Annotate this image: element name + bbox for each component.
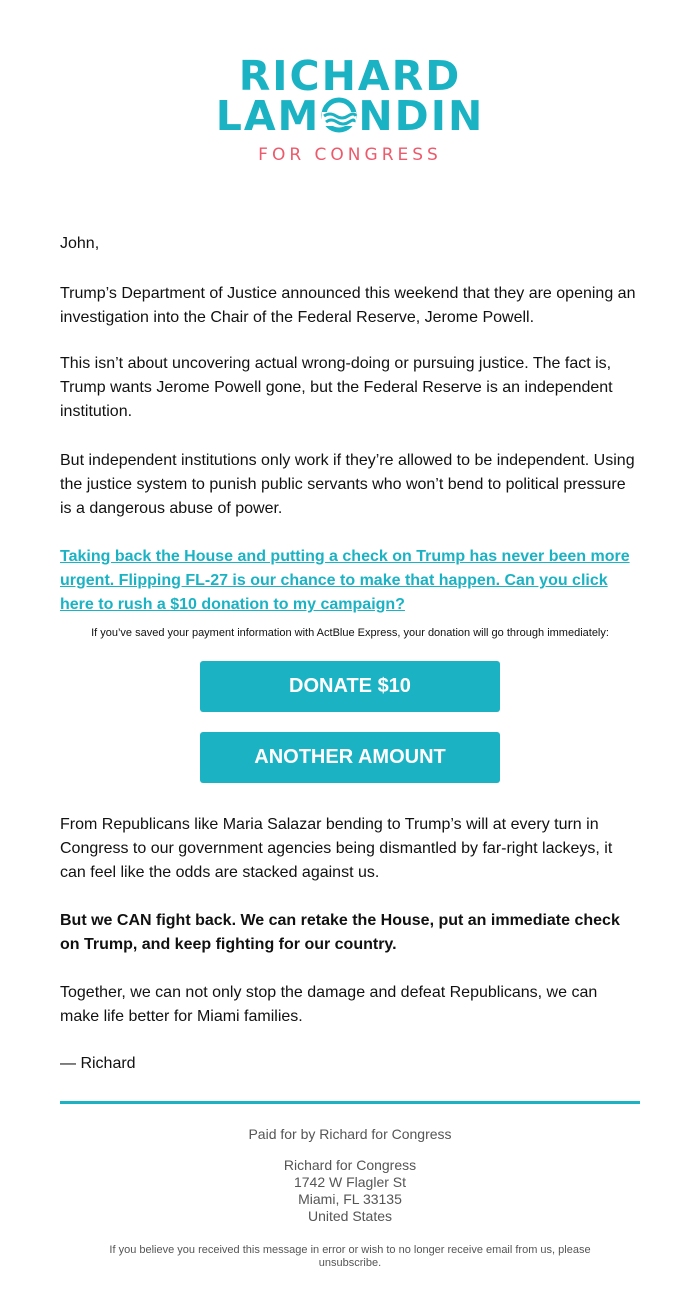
address-city: Miami, FL 33135 (298, 1191, 402, 1207)
paragraph-fight-back: But we CAN fight back. We can retake the House, put an immediate check on Trump, and keep fighting for our country. (60, 912, 620, 953)
address-country: United States (307, 1208, 393, 1224)
legal-text: If you believe you received this message in error or wish to no longer receive email from us, please (109, 1244, 591, 1256)
logo-first-name: RICHARD (238, 52, 462, 100)
wave-o-icon (321, 97, 357, 133)
unsubscribe-notice (80, 1244, 620, 1270)
logo-last-name-start: LAM (215, 92, 321, 140)
paragraph-doj-announcement: Trump’s Department of Justice announced this weekend that they are opening an investigation into the Chair of the Federal Reserve, Jerome Powell. (60, 285, 636, 326)
paragraph-abuse-of-power: But independent institutions only work if they’re allowed to be independent. Using the justice system to punish public servants who won’t bend to political pressure is a dangerous abuse of power. (60, 452, 635, 517)
paragraph-independent-institution: This isn’t about uncovering actual wrong-doing or pursuing justice. The fact is, Trump wants Jerome Powell gone, but the Federal Reserve is an independent institution. (60, 355, 613, 420)
signoff: — Richard (60, 1055, 136, 1072)
unsubscribe-link[interactable]: unsubscribe (318, 1257, 379, 1269)
footer-divider (60, 1101, 640, 1104)
logo-last-name-end: NDIN (358, 92, 485, 140)
donate-cta-link[interactable]: Taking back the House and putting a check on Trump has never been more urgent. Flipping FL-27 is our chance to make that happen. Can you click here to rush a $10 donation to my campaign? (60, 548, 630, 613)
paragraph-together: Together, we can not only stop the damage and defeat Republicans, we can make life better for Miami families. (60, 984, 598, 1025)
campaign-logo (0, 52, 700, 165)
address-name: Richard for Congress (283, 1157, 417, 1173)
legal-period: . (378, 1257, 382, 1269)
mailing-address (0, 1157, 700, 1225)
greeting: John, (60, 235, 100, 252)
donate-10-button[interactable]: DONATE $10 (200, 661, 500, 712)
another-amount-button[interactable]: ANOTHER AMOUNT (200, 732, 500, 783)
actblue-express-note: If you’ve saved your payment information with ActBlue Express, your donation will go through immediately: (91, 627, 609, 639)
address-street: 1742 W Flagler St (293, 1174, 407, 1190)
logo-subtitle: FOR CONGRESS (258, 145, 442, 165)
paragraph-republicans: From Republicans like Maria Salazar bending to Trump’s will at every turn in Congress to our government agencies being dismantled by far-right lackeys, it can feel like the odds are stacked against us. (60, 816, 613, 881)
cta-paragraph (60, 545, 640, 617)
logo-last-name (0, 92, 700, 140)
paid-for-disclaimer: Paid for by Richard for Congress (248, 1126, 452, 1142)
